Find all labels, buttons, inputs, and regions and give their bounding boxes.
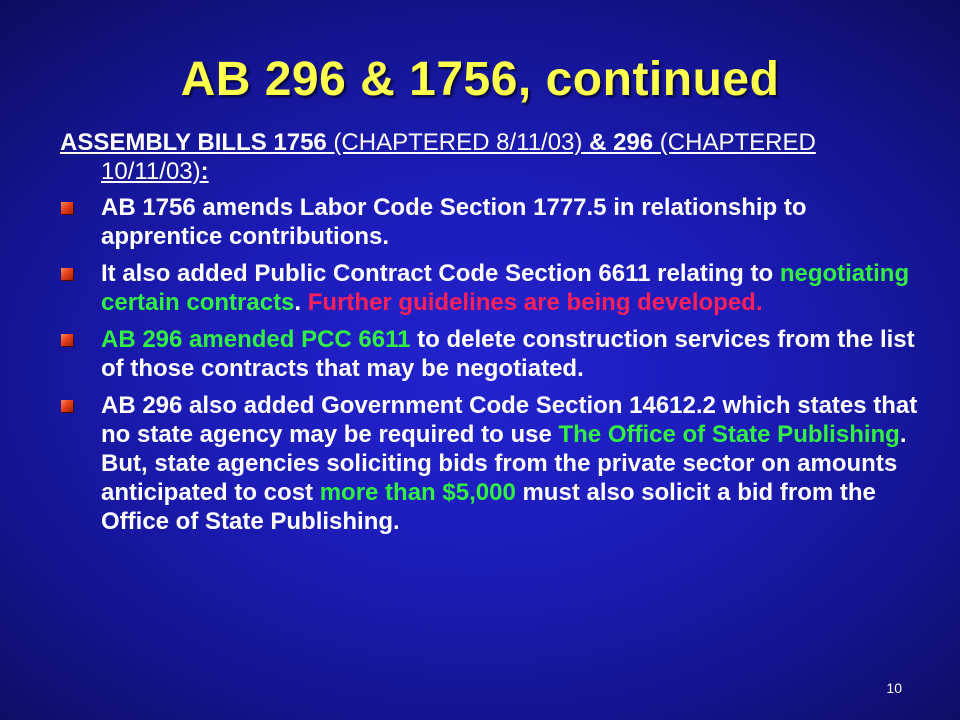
bullet-item-4 [60, 391, 920, 536]
bullet-item-3 [60, 325, 920, 383]
highlight-green-text: more than $5,000 [319, 479, 516, 506]
bullet-text: It also added Public Contract Code Section 6611 relating to [101, 260, 780, 287]
heading-and-296: & 296 [582, 129, 654, 156]
bullet-text: . But, state agencies soliciting bids from the private sector on amounts anticipated to cost [101, 421, 907, 506]
heading-chaptered-1756: (CHAPTERED 8/11/03) [326, 129, 583, 156]
heading-chaptered-296: (CHAPTERED 10/11/03) [101, 129, 816, 185]
highlight-green-text: negotiating certain contracts [101, 260, 910, 316]
bullet-text: must also solicit a bid from the Office of State Publishing. [101, 479, 876, 535]
bullet-item-1 [60, 193, 920, 251]
section-heading [60, 128, 920, 186]
square-bullet-icon [61, 400, 73, 412]
highlight-green-text: AB 296 amended PCC 6611 [101, 326, 411, 353]
heading-bills: ASSEMBLY BILLS 1756 [60, 129, 327, 156]
bullet-text: AB 296 also added Government Code Section 14612.2 which states that no state agency may be required to use [101, 392, 918, 448]
bullet-text: AB 1756 amends Labor Code Section 1777.5 in relationship to apprentice contributions. [101, 194, 807, 250]
bullet-text: . [294, 289, 308, 316]
heading-colon: : [200, 158, 209, 185]
slide-title: AB 296 & 1756, continued [180, 53, 780, 106]
slide-content [60, 128, 920, 544]
square-bullet-icon [61, 334, 73, 346]
bullet-text: to delete construction services from the list of those contracts that may be negotiated. [101, 326, 915, 382]
highlight-green-text: The Office of State Publishing [558, 421, 900, 448]
square-bullet-icon [61, 202, 73, 214]
bullet-item-2 [60, 259, 920, 317]
square-bullet-icon [61, 268, 73, 280]
page-number: 10 [886, 680, 902, 696]
highlight-red-text: Further guidelines are being developed. [307, 289, 763, 316]
